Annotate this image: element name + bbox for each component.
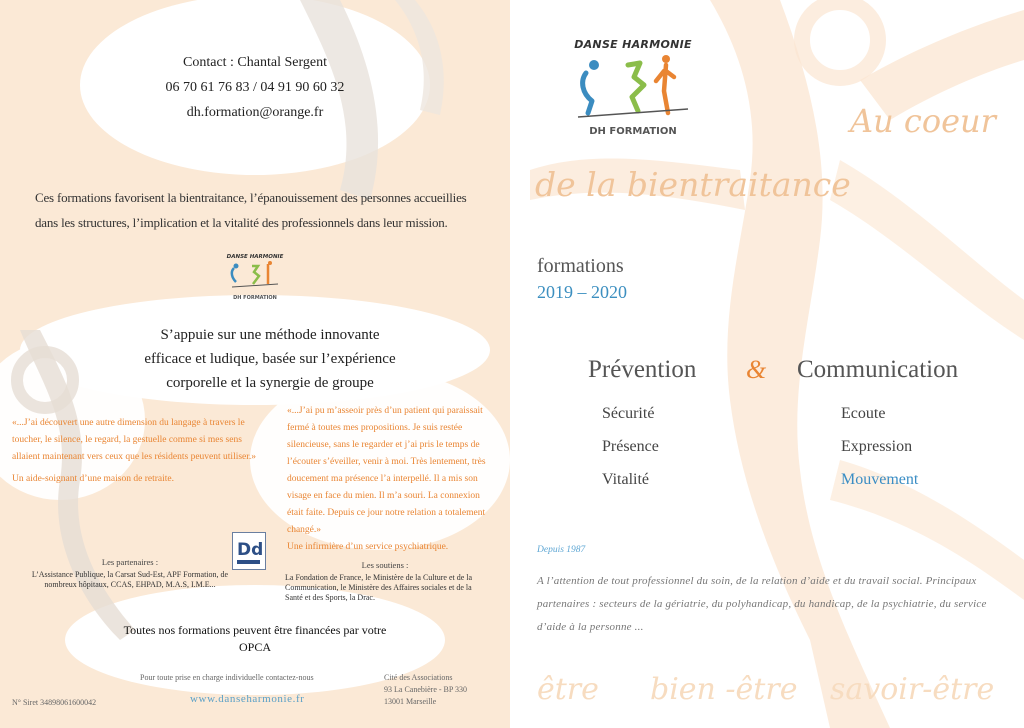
small-logo-sub: DH FORMATION: [233, 295, 277, 301]
intro-text: Ces formations favorisent la bientraitance, l’épanouissement des personnes accueillies dans les structures, l’implication et la vitalité des professionnels dans leur mission.: [35, 190, 467, 230]
partners-text: L’Assistance Publique, la Carsat Sud-Est, APF Formation, de nombreux hôpitaux, CCAS, EHPAD, M.A.S, I.M.E...: [31, 570, 229, 589]
contact-phones: 06 70 61 76 83 / 04 91 90 60 32: [165, 80, 345, 95]
address-block: [384, 672, 467, 708]
year-label: 2019 – 2020: [537, 282, 627, 302]
website-link[interactable]: www.danseharmonie.fr: [190, 693, 305, 705]
attention-text: A l’attention de tout professionnel du soin, de la relation d’aide et du travail social. Principaux partenaires : secteurs de la gériatrie, du polyhandicap, du handicap, de la psychiatrie, du service d’aide à la personne ...: [537, 575, 987, 633]
main-logo: [568, 38, 698, 148]
method-text: S’appuie sur une méthode innovante efficace et ludique, basée sur l’expérience corporelle et la synergie de groupe: [144, 327, 396, 391]
quote-left-author: Un aide-soignant d’une maison de retraite.: [12, 474, 174, 484]
address-line: Cité des Associations: [384, 673, 453, 682]
contact-block: [130, 50, 380, 125]
ampersand: &: [746, 355, 767, 384]
list-item: Mouvement: [841, 471, 919, 488]
tagline-bientraitance: de la bientraitance: [535, 165, 851, 204]
quote-left-text: «...J’ai découvert une autre dimension du langage à travers le toucher, le silence, le regard, la gestuelle comme si mes sens allaient maintenant vers ceux que les résidents peuvent utiliser.»: [12, 418, 257, 462]
dd-logo-icon: [233, 533, 264, 568]
list-item: Ecoute: [841, 405, 886, 422]
supports-title: Les soutiens :: [361, 560, 409, 570]
siret: N° Siret 34898061600042: [12, 698, 97, 707]
list-item: Présence: [602, 438, 659, 455]
prevention-title: Prévention: [588, 356, 697, 383]
quality-label-logo: [232, 532, 266, 570]
word-bien-etre: bien -être: [650, 672, 798, 707]
word-etre: être: [537, 672, 599, 707]
address-line: 13001 Marseille: [384, 697, 437, 706]
list-item: Sécurité: [602, 405, 655, 422]
quote-left: [12, 415, 260, 488]
list-item: Expression: [841, 438, 913, 455]
prevention-list: [602, 397, 659, 496]
main-logo-sub: DH FORMATION: [589, 126, 677, 137]
communication-title: Communication: [797, 356, 959, 383]
small-logo-name: DANSE HARMONIE: [226, 254, 284, 260]
supports-block: [285, 560, 485, 603]
quote-right: [287, 403, 487, 556]
left-panel: [0, 0, 510, 728]
tagline-au-coeur: Au coeur: [850, 102, 996, 140]
individual-note: Pour toute prise en charge individuelle contactez-nous: [140, 673, 314, 682]
opca-text: Toutes nos formations peuvent être financées par votre OPCA: [123, 623, 387, 654]
communication-list: [841, 397, 918, 496]
quote-right-text: «...J’ai pu m’asseoir près d’un patient qui paraissait fermé à toutes mes propositions. Je suis restée silencieuse, sans le regarder et j’ai pris le temps de l’écouter s’éveiller, venir à moi. Très lentement, très doucement ma présence l’a interpellé. Il a mis son visage en face du mien. Il m’a souri. La connexion était faite. Depuis ce jour notre relation a totalement changé.»: [287, 406, 486, 535]
word-savoir-etre: savoir-être: [830, 672, 995, 707]
supports-text: La Fondation de France, le Ministère de la Culture et de la Communication, le Ministère des Affaires sociales et de la Santé et des Sports, la Drac.: [285, 573, 473, 602]
contact-email: dh.formation@orange.fr: [186, 105, 324, 120]
dancers-logo-icon: [568, 51, 698, 119]
right-panel: [510, 0, 1024, 728]
contact-name: Contact : Chantal Sergent: [183, 55, 327, 70]
small-logo: [222, 254, 288, 304]
quote-right-author: Une infirmière d’un service psychiatrique.: [287, 542, 449, 552]
address-line: 93 La Canebière - BP 330: [384, 685, 468, 694]
since-label: Depuis 1987: [537, 545, 586, 555]
dancers-logo-icon: [222, 260, 288, 290]
svg-text:Dd: Dd: [237, 540, 264, 560]
partners-block: [30, 557, 230, 590]
partners-title: Les partenaires :: [101, 557, 159, 567]
list-item: Vitalité: [602, 471, 650, 488]
main-logo-name: DANSE HARMONIE: [574, 38, 692, 51]
formations-label: formations: [537, 255, 624, 277]
